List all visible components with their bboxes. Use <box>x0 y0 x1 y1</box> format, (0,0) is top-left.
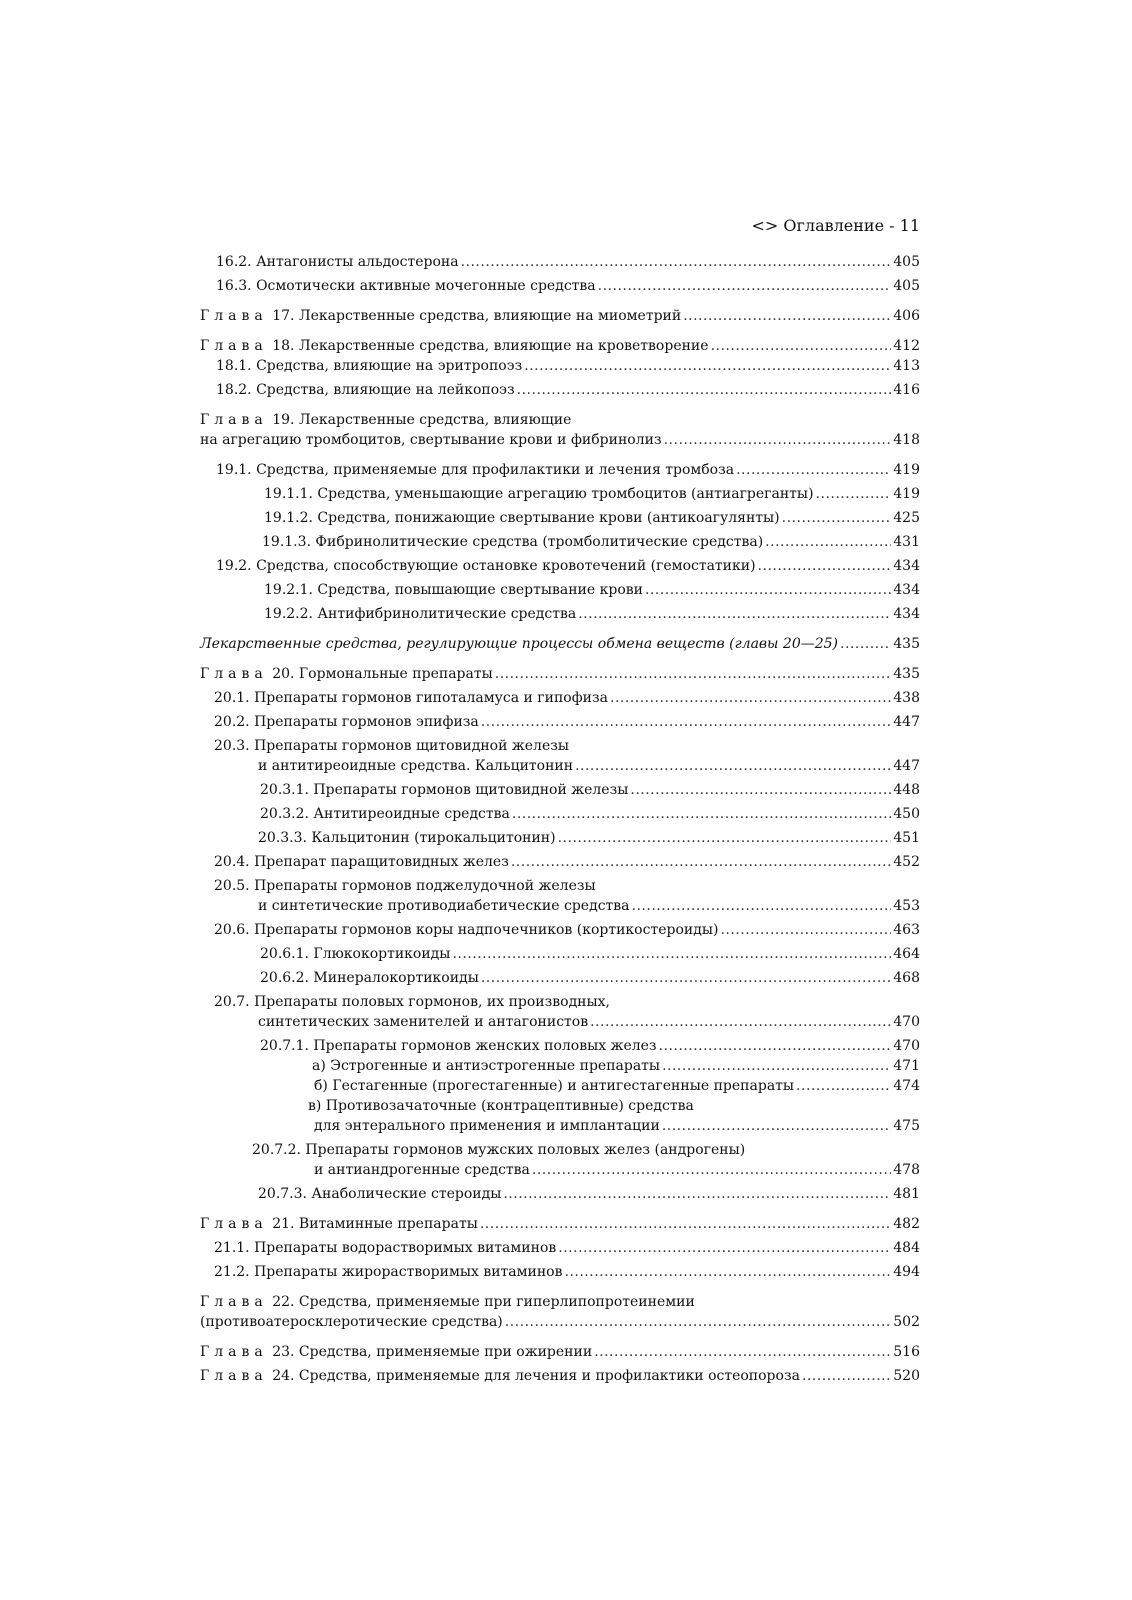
toc-entry <box>200 484 920 504</box>
page-number: 431 <box>893 534 920 550</box>
toc-entry-label: 20.7.3. Анаболические стероиды <box>258 1186 502 1202</box>
toc-entry-label: Лекарственные средства, регулирующие процессы обмена веществ (главы 20—25) <box>200 636 839 652</box>
chapter-prefix: Глава <box>200 338 268 354</box>
toc-entry-title <box>200 1366 800 1386</box>
toc-entry-label: и антитиреоидные средства. Кальцитонин <box>258 758 574 774</box>
page-number: 406 <box>893 308 920 324</box>
toc-entry <box>200 1366 920 1386</box>
toc-entry-label: 20.6. Препараты гормонов коры надпочечников (кортикостероиды) <box>214 922 719 938</box>
toc-entry-label: 20. Гормональные препараты <box>267 666 493 682</box>
dot-leader <box>524 356 891 376</box>
toc-entry <box>200 336 920 356</box>
toc-entry-label: 18.2. Средства, влияющие на лейкопоэз <box>216 382 515 398</box>
toc-entry <box>200 252 920 272</box>
dot-leader <box>481 712 892 732</box>
toc-entry-label: 20.6.1. Глюкокортикоиды <box>260 946 451 962</box>
dot-leader <box>575 756 891 776</box>
page-number: 412 <box>893 338 920 354</box>
dot-leader <box>511 852 891 872</box>
toc-entry <box>200 1056 920 1076</box>
chapter-prefix: Глава <box>200 1368 268 1384</box>
toc-entry-label: и синтетические противодиабетические средства <box>258 898 630 914</box>
page-number: 413 <box>893 358 920 374</box>
dot-leader <box>664 430 892 450</box>
toc-entry-title <box>264 484 814 504</box>
toc-entry <box>200 276 920 296</box>
page-number: 484 <box>893 1240 920 1256</box>
toc-entry-title <box>258 756 573 776</box>
toc-entry-title <box>200 1214 478 1234</box>
toc-entry <box>200 634 920 654</box>
page-number: 434 <box>893 582 920 598</box>
page-number: 451 <box>893 830 920 846</box>
dot-leader <box>461 252 892 272</box>
toc-entry-label: и антиандрогенные средства <box>314 1162 530 1178</box>
toc-entry-title <box>200 1342 592 1362</box>
page-number: 435 <box>893 666 920 682</box>
page-number: 438 <box>893 690 920 706</box>
toc-entry-title <box>260 780 628 800</box>
page-number: 419 <box>893 486 920 502</box>
toc-entry-label: 21.2. Препараты жирорастворимых витаминов <box>214 1264 563 1280</box>
toc-entry-label: 19.2.1. Средства, повышающие свертывание крови <box>264 582 643 598</box>
toc-entry-label: 21.1. Препараты водорастворимых витаминов <box>214 1240 557 1256</box>
dot-leader <box>683 306 891 326</box>
toc-entry-label: 19.1.3. Фибринолитические средства (тромболитические средства) <box>262 534 764 550</box>
page-number: 481 <box>893 1186 920 1202</box>
toc-entry-label: 17. Лекарственные средства, влияющие на миометрий <box>267 308 682 324</box>
page-number: 470 <box>893 1038 920 1054</box>
page-number: 464 <box>893 946 920 962</box>
toc-entry <box>200 1184 920 1204</box>
page-number: 471 <box>893 1058 920 1074</box>
toc-entry <box>200 1036 920 1056</box>
page-number: 416 <box>893 382 920 398</box>
dot-leader <box>632 896 892 916</box>
dot-leader <box>645 580 891 600</box>
toc-entry <box>200 968 920 988</box>
page-number: 434 <box>893 606 920 622</box>
toc-entry-title <box>314 1116 660 1136</box>
toc-entry-title-line: 20.7. Препараты половых гормонов, их производных, <box>214 994 611 1010</box>
page-number: 482 <box>893 1216 920 1232</box>
toc-entry-label: а) Эстрогенные и антиэстрогенные препараты <box>312 1058 661 1074</box>
dot-leader <box>720 920 891 940</box>
toc-entry-label: 18.1. Средства, влияющие на эритропоэз <box>216 358 523 374</box>
toc-entry <box>200 780 920 800</box>
toc-entry-title <box>214 688 608 708</box>
toc-entry-title <box>200 336 709 356</box>
table-of-contents <box>200 252 920 1386</box>
toc-entry <box>200 1292 920 1332</box>
dot-leader <box>736 460 891 480</box>
toc-entry-label: 20.3.2. Антитиреоидные средства <box>260 806 510 822</box>
dot-leader <box>659 1036 892 1056</box>
page-number: 468 <box>893 970 920 986</box>
page-number: 435 <box>893 636 920 652</box>
toc-entry <box>200 944 920 964</box>
toc-entry-title <box>216 380 515 400</box>
toc-entry-label: 21. Витаминные препараты <box>267 1216 478 1232</box>
page-number: 453 <box>893 898 920 914</box>
dot-leader <box>662 1116 891 1136</box>
dot-leader <box>802 1366 891 1386</box>
dot-leader <box>505 1312 892 1332</box>
toc-entry <box>200 712 920 732</box>
toc-entry-label: 18. Лекарственные средства, влияющие на кроветворение <box>267 338 709 354</box>
page-number: 494 <box>893 1264 920 1280</box>
toc-entry-label: 20.2. Препараты гормонов эпифиза <box>214 714 479 730</box>
dot-leader <box>594 1342 891 1362</box>
toc-entry-title <box>214 920 718 940</box>
toc-entry-title-line: 20.5. Препараты гормонов поджелудочной железы <box>214 878 596 894</box>
dot-leader <box>532 1160 891 1180</box>
toc-entry <box>200 1238 920 1258</box>
page-number: 425 <box>893 510 920 526</box>
page-number: 516 <box>893 1344 920 1360</box>
toc-entry-title <box>216 556 756 576</box>
toc-entry <box>200 580 920 600</box>
toc-entry-title <box>216 460 734 480</box>
toc-entry-title-line: 20.3. Препараты гормонов щитовидной железы <box>214 738 570 754</box>
toc-entry-title <box>260 804 510 824</box>
dot-leader <box>558 828 892 848</box>
page-number: 475 <box>893 1118 920 1134</box>
toc-entry-label: синтетических заменителей и антагонистов <box>258 1014 589 1030</box>
chapter-prefix: Глава <box>200 1294 268 1310</box>
toc-entry <box>200 380 920 400</box>
dot-leader <box>452 944 891 964</box>
toc-entry-label: 19.2. Средства, способствующие остановке кровотечений (гемостатики) <box>216 558 756 574</box>
page-number: 448 <box>893 782 920 798</box>
toc-entry-title <box>264 604 576 624</box>
toc-entry-label: 19.1.1. Средства, уменьшающие агрегацию тромбоцитов (антиагреганты) <box>264 486 814 502</box>
toc-entry-title-line: 19. Лекарственные средства, влияющие <box>267 412 572 428</box>
toc-entry-title <box>200 664 493 684</box>
toc-entry <box>200 532 920 552</box>
dot-leader <box>512 804 891 824</box>
toc-entry-title-line: 22. Средства, применяемые при гиперлипопротеинемии <box>267 1294 695 1310</box>
toc-entry <box>200 804 920 824</box>
page-number: 434 <box>893 558 920 574</box>
toc-entry-title <box>214 852 509 872</box>
chapter-prefix: Глава <box>200 308 268 324</box>
toc-entry <box>200 460 920 480</box>
toc-entry-title <box>214 712 479 732</box>
toc-entry-label: 20.3.3. Кальцитонин (тирокальцитонин) <box>258 830 556 846</box>
toc-entry <box>200 920 920 940</box>
dot-leader <box>796 1076 891 1096</box>
dot-leader <box>565 1262 892 1282</box>
dot-leader <box>517 380 892 400</box>
dot-leader <box>816 484 892 504</box>
dot-leader <box>610 688 891 708</box>
toc-entry-label: для энтерального применения и имплантации <box>314 1118 660 1134</box>
dot-leader <box>711 336 892 356</box>
toc-entry <box>200 736 920 776</box>
toc-entry-title <box>262 532 763 552</box>
chapter-prefix: Глава <box>200 412 268 428</box>
toc-entry <box>200 688 920 708</box>
toc-entry-title <box>314 1076 794 1096</box>
toc-entry <box>200 828 920 848</box>
toc-entry <box>200 1096 920 1136</box>
toc-entry <box>200 992 920 1032</box>
toc-entry <box>200 604 920 624</box>
toc-entry <box>200 306 920 326</box>
page-number: 478 <box>893 1162 920 1178</box>
dot-leader <box>630 780 891 800</box>
chapter-prefix: Глава <box>200 1216 268 1232</box>
dot-leader <box>758 556 892 576</box>
dot-leader <box>480 1214 891 1234</box>
toc-entry-title <box>200 306 681 326</box>
chapter-prefix: Глава <box>200 666 268 682</box>
toc-entry-label: 24. Средства, применяемые для лечения и профилактики остеопороза <box>267 1368 800 1384</box>
toc-entry-label: 20.3.1. Препараты гормонов щитовидной железы <box>260 782 629 798</box>
toc-entry-label: 20.6.2. Минералокортикоиды <box>260 970 479 986</box>
toc-entry <box>200 1076 920 1096</box>
toc-entry-title <box>258 1184 501 1204</box>
toc-entry-label: 23. Средства, применяемые при ожирении <box>267 1344 593 1360</box>
page-number: 470 <box>893 1014 920 1030</box>
toc-entry-label: 16.2. Антагонисты альдостерона <box>216 254 459 270</box>
toc-entry <box>200 1140 920 1180</box>
page-number: 502 <box>893 1314 920 1330</box>
dot-leader <box>481 968 891 988</box>
page-number: 452 <box>893 854 920 870</box>
toc-entry-label: на агрегацию тромбоцитов, свертывание крови и фибринолиз <box>200 432 662 448</box>
page-number: 405 <box>893 254 920 270</box>
dot-leader <box>662 1056 891 1076</box>
toc-entry-title <box>200 634 838 654</box>
page-number: 463 <box>893 922 920 938</box>
toc-entry <box>200 876 920 916</box>
toc-entry-title <box>258 896 630 916</box>
toc-entry-title <box>200 430 662 450</box>
toc-entry <box>200 1342 920 1362</box>
dot-leader <box>590 1012 891 1032</box>
page-number: 450 <box>893 806 920 822</box>
toc-entry-label: (противоатеросклеротические средства) <box>200 1314 503 1330</box>
toc-entry-label: 19.1.2. Средства, понижающие свертывание крови (антикоагулянты) <box>264 510 780 526</box>
toc-entry-title <box>216 356 522 376</box>
toc-entry <box>200 356 920 376</box>
dot-leader <box>765 532 891 552</box>
dot-leader <box>598 276 892 296</box>
toc-entry <box>200 556 920 576</box>
toc-entry-label: 19.2.2. Антифибринолитические средства <box>264 606 577 622</box>
page-number: 447 <box>893 758 920 774</box>
toc-entry-title <box>216 252 459 272</box>
toc-entry-title <box>264 508 780 528</box>
page-number: 419 <box>893 462 920 478</box>
page-number: 405 <box>893 278 920 294</box>
page-number: 474 <box>893 1078 920 1094</box>
toc-entry-title <box>214 1262 563 1282</box>
dot-leader <box>495 664 892 684</box>
dot-leader <box>558 1238 891 1258</box>
toc-entry-title <box>260 1036 657 1056</box>
toc-entry-label: 20.1. Препараты гормонов гипоталамуса и гипофиза <box>214 690 608 706</box>
toc-entry-label: б) Гестагенные (прогестагенные) и антигестагенные препараты <box>314 1078 795 1094</box>
dot-leader <box>782 508 892 528</box>
dot-leader <box>578 604 891 624</box>
toc-entry <box>200 508 920 528</box>
toc-entry-title <box>258 1012 588 1032</box>
chapter-prefix: Глава <box>200 1344 268 1360</box>
page-number: 418 <box>893 432 920 448</box>
toc-entry-title <box>264 580 643 600</box>
toc-entry-title <box>260 944 450 964</box>
toc-entry-title <box>216 276 596 296</box>
toc-entry-title <box>312 1056 660 1076</box>
running-header: <> Оглавление - 11 <box>751 216 920 235</box>
toc-entry-title <box>314 1160 530 1180</box>
toc-entry-label: 20.7.1. Препараты гормонов женских половых желез <box>260 1038 657 1054</box>
toc-entry <box>200 410 920 450</box>
toc-entry <box>200 1262 920 1282</box>
dot-leader <box>503 1184 891 1204</box>
toc-entry <box>200 1214 920 1234</box>
toc-entry <box>200 664 920 684</box>
toc-entry-label: 19.1. Средства, применяемые для профилактики и лечения тромбоза <box>216 462 735 478</box>
toc-entry-title <box>200 1312 503 1332</box>
toc-entry-title-line: 20.7.2. Препараты гормонов мужских половых желез (андрогены) <box>252 1142 746 1158</box>
toc-entry-label: 16.3. Осмотически активные мочегонные средства <box>216 278 596 294</box>
toc-entry-title <box>260 968 479 988</box>
toc-entry-label: 20.4. Препарат паращитовидных желез <box>214 854 509 870</box>
toc-entry-title-line: в) Противозачаточные (контрацептивные) средства <box>308 1098 694 1114</box>
toc-entry-title <box>214 1238 556 1258</box>
dot-leader <box>840 634 891 654</box>
page-number: 520 <box>893 1368 920 1384</box>
toc-entry-title <box>258 828 556 848</box>
toc-entry <box>200 852 920 872</box>
page-number: 447 <box>893 714 920 730</box>
